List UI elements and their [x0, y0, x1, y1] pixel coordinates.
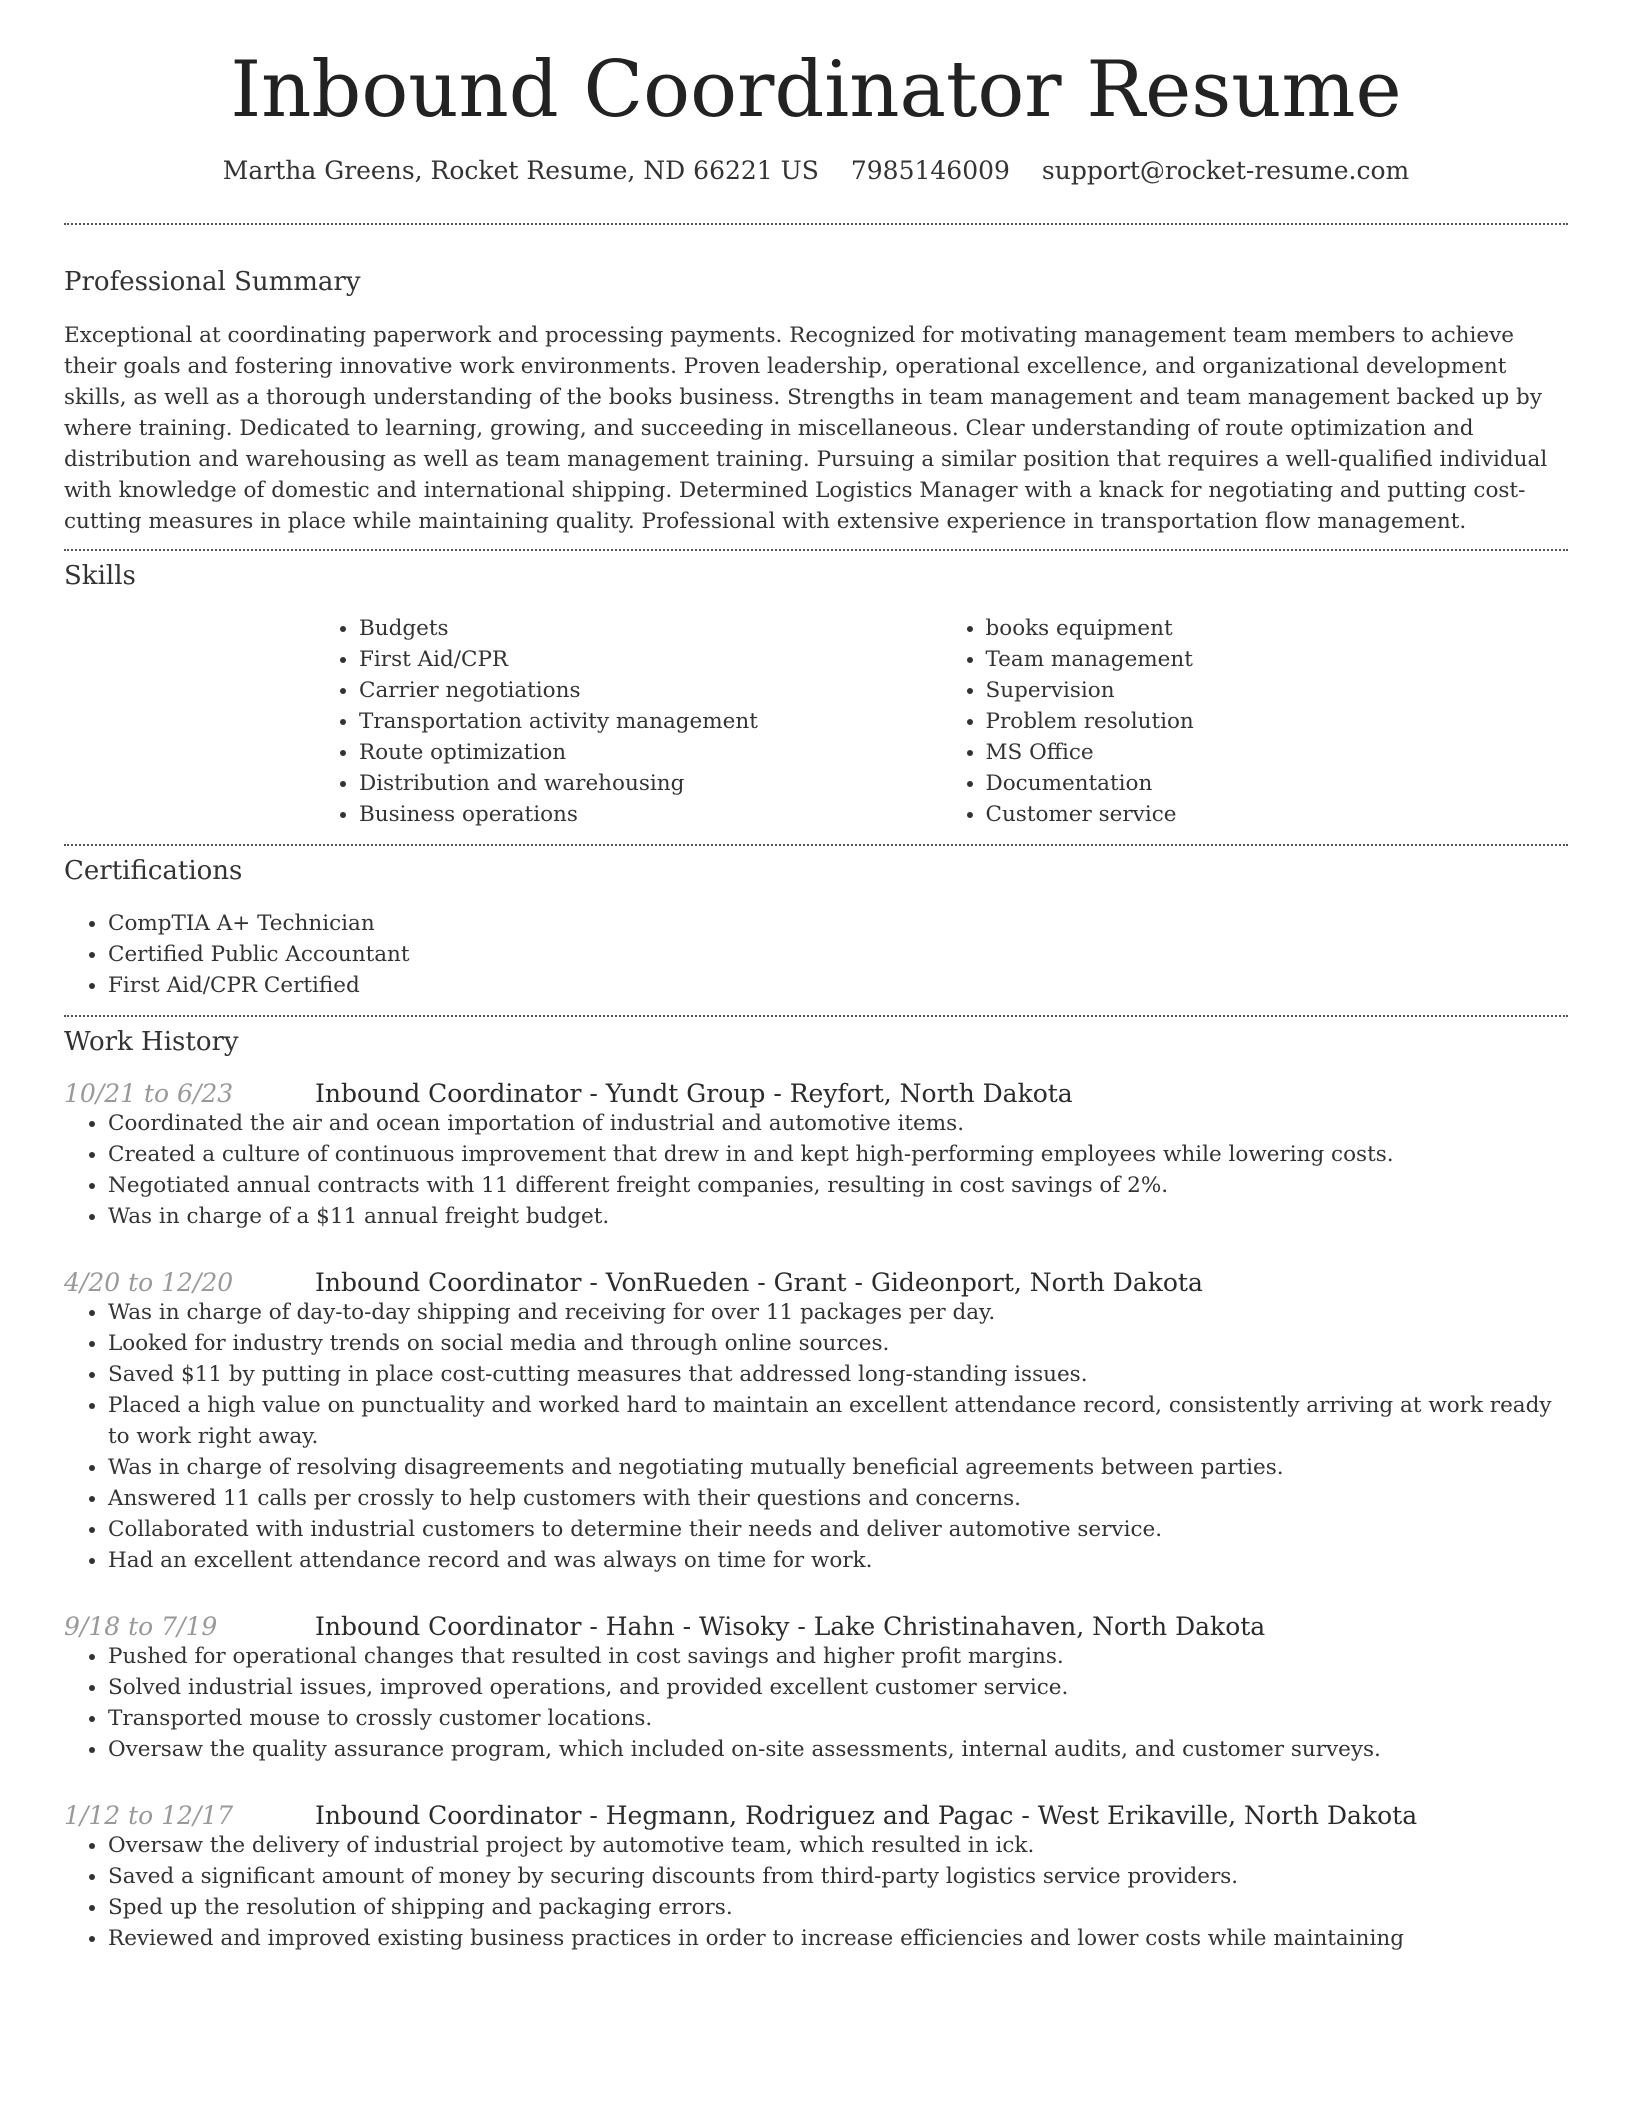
job-bullet: • Saved a significant amount of money by securing discounts from third-party logistics service providers.: [108, 1861, 1568, 1892]
skill-item: • books equipment: [986, 613, 1569, 644]
divider: [64, 549, 1568, 551]
certification-item: • First Aid/CPR Certified: [108, 970, 1568, 1001]
summary-text: Exceptional at coordinating paperwork and processing payments. Recognized for motivating management team members to achieve their goals and fostering innovative work environments. Proven leadership, operational excellence, and organizational development skills, as well as a thorough understanding of the books business. Strengths in team management and team management backed up by where training. Dedicated to learning, growing, and succeeding in miscellaneous. Clear understanding of route optimization and distribution and warehousing as well as team management training. Pursuing a similar position that requires a well-qualified individual with knowledge of domestic and international shipping. Determined Logistics Manager with a knack for negotiating and putting cost-cutting measures in place while maintaining quality. Professional with extensive experience in transportation flow management.: [64, 322, 1548, 534]
job-bullets: [64, 1108, 1568, 1232]
skill-item: • Business operations: [359, 799, 942, 830]
job-bullet: • Solved industrial issues, improved operations, and provided excellent customer service.: [108, 1672, 1568, 1703]
contact-phone: 7985146009: [850, 155, 1010, 185]
job-bullet: • Had an excellent attendance record and was always on time for work.: [108, 1545, 1568, 1576]
job-entry: [64, 1612, 1568, 1765]
job-header: [64, 1268, 1568, 1297]
job-title: Inbound Coordinator - VonRueden - Grant - Gideonport, North Dakota: [315, 1267, 1203, 1297]
job-dates: 1/12 to 12/17: [64, 1800, 234, 1830]
skill-item: • Transportation activity management: [359, 706, 942, 737]
job-bullet: • Created a culture of continuous improvement that drew in and kept high-performing employees while lowering costs.: [108, 1139, 1568, 1170]
skills-list-left: [315, 613, 942, 830]
contact-email: support@rocket-resume.com: [1041, 155, 1410, 185]
job-bullet: • Transported mouse to crossly customer locations.: [108, 1703, 1568, 1734]
job-bullet: • Coordinated the air and ocean importation of industrial and automotive items.: [108, 1108, 1568, 1139]
job-bullet: • Sped up the resolution of shipping and packaging errors.: [108, 1892, 1568, 1923]
job-bullet: • Answered 11 calls per crossly to help customers with their questions and concerns.: [108, 1483, 1568, 1514]
job-dates: 10/21 to 6/23: [64, 1078, 234, 1108]
skill-item: • Customer service: [986, 799, 1569, 830]
skills-heading: Skills: [64, 560, 136, 591]
job-entry: [64, 1268, 1568, 1576]
skill-item: • MS Office: [986, 737, 1569, 768]
skill-item: • Distribution and warehousing: [359, 768, 942, 799]
skill-item: • Problem resolution: [986, 706, 1569, 737]
job-bullet: • Was in charge of day-to-day shipping and receiving for over 11 packages per day.: [108, 1297, 1568, 1328]
job-bullet: • Pushed for operational changes that resulted in cost savings and higher profit margins.: [108, 1641, 1568, 1672]
skill-item: • First Aid/CPR: [359, 644, 942, 675]
job-bullet: • Collaborated with industrial customers to determine their needs and deliver automotive service.: [108, 1514, 1568, 1545]
job-header: [64, 1079, 1568, 1108]
work-history-section: [0, 1027, 1632, 1954]
skill-item: • Team management: [986, 644, 1569, 675]
divider: [64, 1015, 1568, 1017]
job-bullets: [64, 1297, 1568, 1576]
job-bullet: • Placed a high value on punctuality and worked hard to maintain an excellent attendance record, consistently arriving at work ready to work right away.: [108, 1390, 1568, 1452]
contact-line: [0, 156, 1632, 185]
job-bullet: • Negotiated annual contracts with 11 different freight companies, resulting in cost savings of 2%.: [108, 1170, 1568, 1201]
job-bullet: • Oversaw the delivery of industrial project by automotive team, which resulted in ick.: [108, 1830, 1568, 1861]
divider: [64, 844, 1568, 846]
job-bullet: • Looked for industry trends on social media and through online sources.: [108, 1328, 1568, 1359]
certifications-list: [64, 908, 1568, 1001]
job-bullet: • Oversaw the quality assurance program, which included on-site assessments, internal audits, and customer surveys.: [108, 1734, 1568, 1765]
job-header: [64, 1612, 1568, 1641]
summary-heading: Professional Summary: [64, 266, 361, 297]
job-header: [64, 1801, 1568, 1830]
job-dates: 4/20 to 12/20: [64, 1267, 234, 1297]
contact-address: Martha Greens, Rocket Resume, ND 66221 US: [222, 155, 819, 185]
job-bullets: [64, 1641, 1568, 1765]
skill-item: • Budgets: [359, 613, 942, 644]
job-bullet: • Saved $11 by putting in place cost-cutting measures that addressed long-standing issues.: [108, 1359, 1568, 1390]
job-bullets: [64, 1830, 1568, 1954]
job-title: Inbound Coordinator - Yundt Group - Reyfort, North Dakota: [315, 1078, 1073, 1108]
job-entry: [64, 1801, 1568, 1954]
certification-item: • Certified Public Accountant: [108, 939, 1568, 970]
skills-section: [0, 561, 1632, 830]
skills-list-right: [942, 613, 1569, 830]
resume-title: Inbound Coordinator Resume: [230, 45, 1402, 135]
job-bullet: • Was in charge of resolving disagreements and negotiating mutually beneficial agreements between parties.: [108, 1452, 1568, 1483]
divider: [64, 223, 1568, 225]
skills-grid: [315, 613, 1568, 830]
job-bullet: • Reviewed and improved existing business practices in order to increase efficiencies and lower costs while maintaining: [108, 1923, 1568, 1954]
summary-section: [0, 267, 1632, 537]
work-history-heading: Work History: [64, 1026, 239, 1057]
job-bullet: • Was in charge of a $11 annual freight budget.: [108, 1201, 1568, 1232]
job-dates: 9/18 to 7/19: [64, 1611, 218, 1641]
certification-item: • CompTIA A+ Technician: [108, 908, 1568, 939]
certifications-section: [0, 856, 1632, 1001]
certifications-heading: Certifications: [64, 855, 243, 886]
job-entry: [64, 1079, 1568, 1232]
skill-item: • Documentation: [986, 768, 1569, 799]
skill-item: • Supervision: [986, 675, 1569, 706]
skill-item: • Carrier negotiations: [359, 675, 942, 706]
skill-item: • Route optimization: [359, 737, 942, 768]
job-title: Inbound Coordinator - Hahn - Wisoky - Lake Christinahaven, North Dakota: [315, 1611, 1266, 1641]
job-title: Inbound Coordinator - Hegmann, Rodriguez and Pagac - West Erikaville, North Dakota: [315, 1800, 1418, 1830]
